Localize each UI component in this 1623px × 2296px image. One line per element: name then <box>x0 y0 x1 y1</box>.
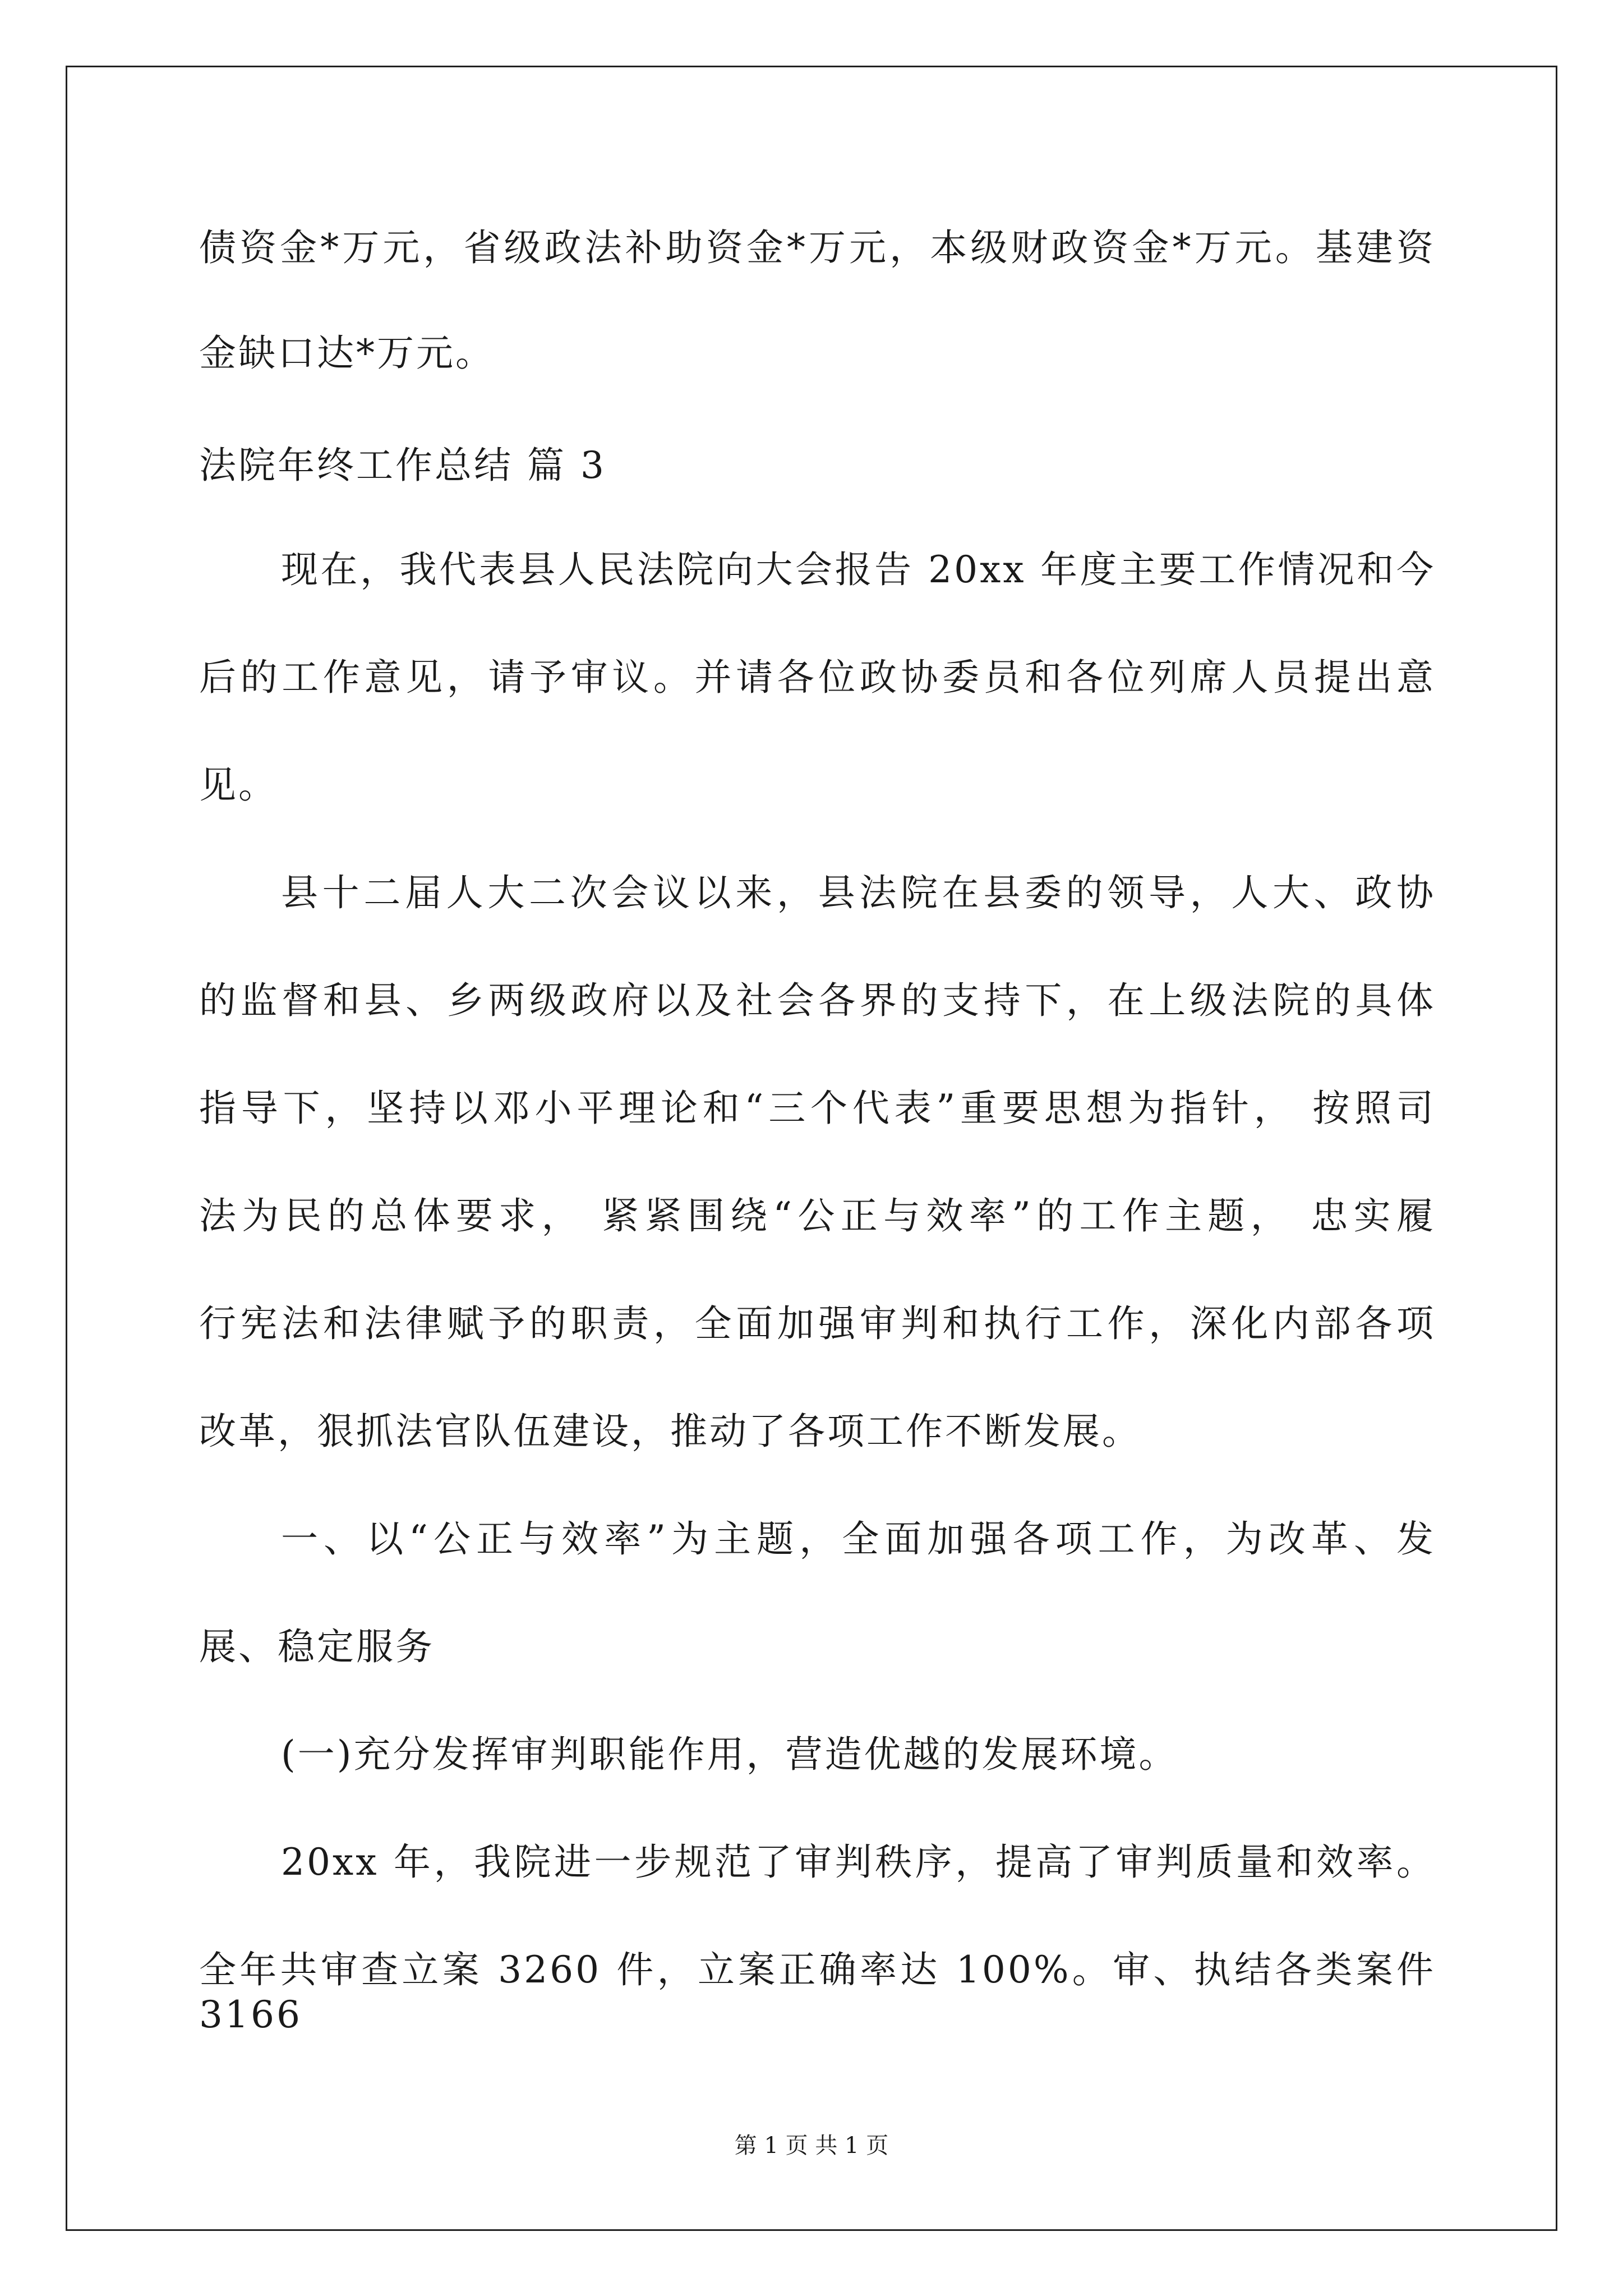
section-heading: 法院年终工作总结 篇 3 <box>199 444 606 487</box>
paragraph-line: 的监督和县、乡两级政府以及社会各界的支持下，在上级法院的具体 <box>199 979 1436 1022</box>
paragraph-line: 后的工作意见，请予审议。并请各位政协委员和各位列席人员提出意 <box>199 656 1436 699</box>
page-number-footer: 第 1 页 共 1 页 <box>734 2133 889 2159</box>
paragraph-line: 现在，我代表县人民法院向大会报告 20xx 年度主要工作情况和今 <box>281 548 1436 591</box>
paragraph-line: 改革，狠抓法官队伍建设，推动了各项工作不断发展。 <box>199 1410 1141 1453</box>
paragraph-line: 展、稳定服务 <box>199 1625 435 1668</box>
paragraph-line: 法为民的总体要求， 紧紧围绕“公正与效率”的工作主题， 忠实履 <box>199 1194 1436 1237</box>
paragraph-line: 见。 <box>199 763 278 807</box>
paragraph-line: 全年共审查立案 3260 件，立案正确率达 100%。审、执结各类案件 3166 <box>199 1948 1436 2036</box>
paragraph-line: 县十二届人大二次会议以来，县法院在县委的领导，人大、政协 <box>281 871 1436 914</box>
paragraph-line: 行宪法和法律赋予的职责，全面加强审判和执行工作，深化内部各项 <box>199 1302 1436 1345</box>
subsection-heading: (一)充分发挥审判职能作用，营造优越的发展环境。 <box>281 1733 1178 1776</box>
paragraph-line: 一、以“公正与效率”为主题，全面加强各项工作，为改革、发 <box>281 1517 1436 1561</box>
paragraph-line: 债资金*万元，省级政法补助资金*万元，本级财政资金*万元。基建资 <box>199 226 1436 269</box>
page-border <box>66 66 1557 2231</box>
paragraph-line: 指导下，坚持以邓小平理论和“三个代表”重要思想为指针， 按照司 <box>199 1087 1436 1130</box>
paragraph-line: 金缺口达*万元。 <box>199 332 495 375</box>
paragraph-line: 20xx 年，我院进一步规范了审判秩序，提高了审判质量和效率。 <box>281 1841 1436 1884</box>
